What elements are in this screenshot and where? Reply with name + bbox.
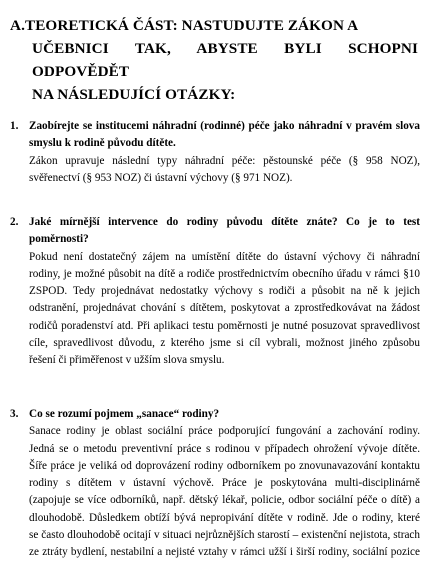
question-number: 3.: [10, 408, 19, 420]
heading-number: A.: [10, 17, 25, 34]
question-number: 2.: [10, 216, 19, 228]
question-text: Co se rozumí pojmem „sanace“ rodiny?: [29, 408, 220, 420]
question-number: 1.: [10, 120, 19, 132]
question-text: Zaobírejte se institucemi náhradní (rodinné) péče jako náhradní v pravém slova smyslu k rodině původu dítěte.: [29, 120, 420, 150]
answer-text: Pokud není dostatečný zájem na umístění dítěte do ústavní výchovy či náhradní rodiny, je možné působit na dítě a rodiče prostřednictvím obecního úřadu v rámci §10 ZSPOD. Tedy projednávat nedostatky výchovy s rodiči a působit na ně k jejich odstranění, projednávat chování s dítětem, poskytovat a zprostředkovávat na žádost rodičů poradenství atd. Při aplikaci testu poměrnosti je nutné posuzovat spravedlivost cíle, spravedlivost důvodu, z kterého jsme si cíl vybrali, možnost jiného způsobu řešení či přiměřenost v užším slova smyslu.: [29, 250, 420, 367]
question-3: [10, 406, 420, 562]
heading-line-3: NA NÁSLEDUJÍCÍ OTÁZKY:: [32, 86, 236, 103]
heading-line-1: A.TEORETICKÁ ČÁST: NASTUDUJTE ZÁKON A: [10, 17, 359, 34]
answer-text: Sanace rodiny je oblast sociální práce podporující fungování a zachování rodiny. Jedná se o metodu preventivní práce s rodinou v případech ohrožení vývoje dítěte. Šíře práce je veliká od doprovázení rodiny odborníkem po znovunavazování kontaktu rodiny s dítětem v ústavní výchově. Práce je poskytována multi-disciplinárně (zapojuje se více odborníků, např. dětský lékař, policie, odbor sociální péče o dítě) a dlouhodobě. Důsledkem obtíží bývá nepropivání dítěte v rodině. Jde o rodiny, které se často dlouhodobě ocitají v situaci nejrůznějších starostí – existenční nejistota, strach ze ztráty bydlení, nestabilní a nejisté vztahy v rámci užší i širší rodiny, sociální pozice: [29, 425, 420, 559]
heading-line-2: UČEBNICI TAK, ABYSTE BYLI SCHOPNI ODPOVĚDĚT: [32, 40, 418, 80]
question-text: Jaké mírnější intervence do rodiny původu dítěte znáte? Co je to test poměrnosti?: [29, 216, 420, 246]
answer-text: Zákon upravuje následní typy náhradní péče: pěstounské péče (§ 958 NOZ), svěřenectví (§ 953 NOZ) či ústavní výchovy (§ 971 NOZ).: [29, 154, 420, 184]
section-heading: [10, 14, 418, 106]
question-2: [10, 214, 420, 370]
question-1: [10, 118, 420, 187]
